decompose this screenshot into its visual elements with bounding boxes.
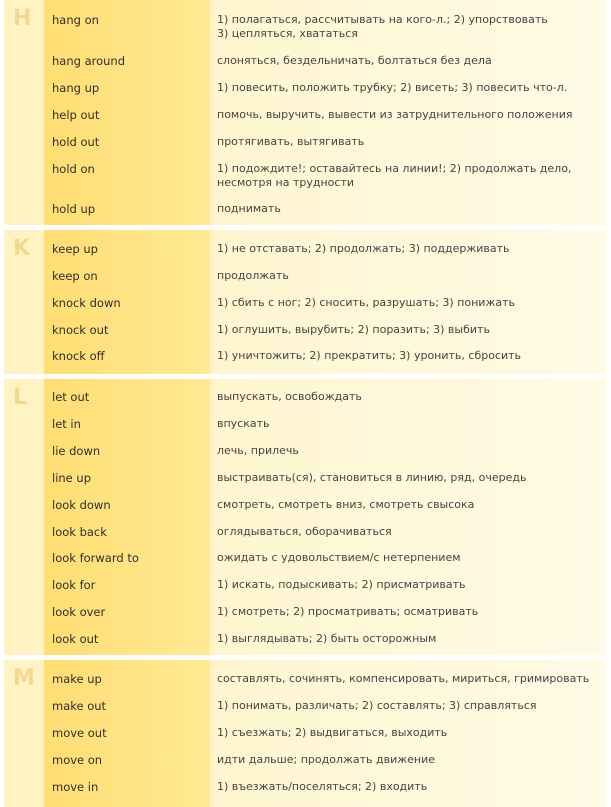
phrase-text: move on — [52, 753, 103, 767]
column-divider — [211, 379, 213, 655]
section-letter: K — [13, 236, 31, 261]
phrase-text: move out — [52, 726, 107, 740]
meaning-text: выстраивать(ся), становиться в линию, ряд, очередь — [217, 471, 527, 484]
column-divider — [211, 0, 213, 225]
phrase-text: knock off — [52, 349, 105, 363]
phrase-text: look out — [52, 632, 99, 646]
phrase-text: hold on — [52, 162, 95, 176]
phrase-text: look down — [52, 498, 111, 512]
meaning-text: впускать — [217, 417, 270, 430]
meaning-text: 1) полагаться, рассчитывать на кого-л.; 2) упорствовать 3) цепляться, хвататься — [217, 13, 548, 40]
phrase-text: move in — [52, 780, 99, 794]
meaning-text: 1) повесить, положить трубку; 2) висеть; 3) повесить что-л. — [217, 81, 568, 94]
meaning-text: продолжать — [217, 269, 289, 282]
meaning-text: идти дальше; продолжать движение — [217, 753, 436, 766]
phrase-text: let in — [52, 417, 81, 431]
meaning-text: 1) оглушить, вырубить; 2) поразить; 3) выбить — [217, 323, 490, 336]
phrase-text: keep on — [52, 269, 98, 283]
column-divider — [211, 230, 213, 374]
phrase-text: look over — [52, 605, 106, 619]
phrase-text: help out — [52, 108, 100, 122]
phrase-text: hold up — [52, 202, 96, 216]
meaning-text: поднимать — [217, 202, 281, 215]
meaning-text: 1) искать, подыскивать; 2) присматривать — [217, 578, 466, 591]
phrase-text: make up — [52, 672, 102, 686]
phrase-text: hang up — [52, 81, 100, 95]
meaning-text: 1) понимать, различать; 2) составлять; 3) справляться — [217, 699, 537, 712]
meaning-text: оглядываться, оборачиваться — [217, 525, 392, 538]
meaning-text: смотреть, смотреть вниз, смотреть свысока — [217, 498, 475, 511]
section-letter: M — [13, 666, 35, 691]
phrase-text: lie down — [52, 444, 101, 458]
meaning-text: 1) подождите!; оставайтесь на линии!; 2) продолжать дело, несмотря на трудности — [217, 162, 572, 189]
meaning-text: ожидать с удовольствием/с нетерпением — [217, 551, 461, 564]
phrase-text: hang around — [52, 54, 126, 68]
meaning-text: помочь, выручить, вывести из затруднительного положения — [217, 108, 573, 121]
phrase-text: line up — [52, 471, 91, 485]
phrase-text: knock out — [52, 323, 109, 337]
section-letter: H — [13, 6, 32, 31]
phrase-text: hang on — [52, 13, 99, 27]
meaning-text: 1) въезжать/поселяться; 2) входить — [217, 780, 428, 793]
meaning-text: составлять, сочинять, компенсировать, мириться, гримировать — [217, 672, 590, 685]
phrase-text: keep up — [52, 242, 98, 256]
meaning-text: 1) не отставать; 2) продолжать; 3) поддерживать — [217, 242, 510, 255]
phrase-text: hold out — [52, 135, 100, 149]
phrase-text: knock down — [52, 296, 121, 310]
meaning-text: протягивать, вытягивать — [217, 135, 365, 148]
column-divider — [211, 660, 213, 807]
phrase-text: look for — [52, 578, 96, 592]
meaning-text: 1) выглядывать; 2) быть осторожным — [217, 632, 437, 645]
phrase-text: look forward to — [52, 551, 139, 565]
meaning-text: 1) съезжать; 2) выдвигаться, выходить — [217, 726, 448, 739]
phrase-text: make out — [52, 699, 107, 713]
meaning-text: 1) смотреть; 2) просматривать; осматривать — [217, 605, 479, 618]
meaning-text: выпускать, освобождать — [217, 390, 362, 403]
meaning-text: слоняться, бездельничать, болтаться без дела — [217, 54, 492, 67]
section-letter: L — [13, 385, 28, 410]
meaning-text: 1) сбить с ног; 2) сносить, разрушать; 3) понижать — [217, 296, 515, 309]
meaning-text: 1) уничтожить; 2) прекратить; 3) уронить, сбросить — [217, 349, 522, 362]
meaning-text: лечь, прилечь — [217, 444, 299, 457]
phrase-text: look back — [52, 525, 107, 539]
phrase-text: let out — [52, 390, 90, 404]
